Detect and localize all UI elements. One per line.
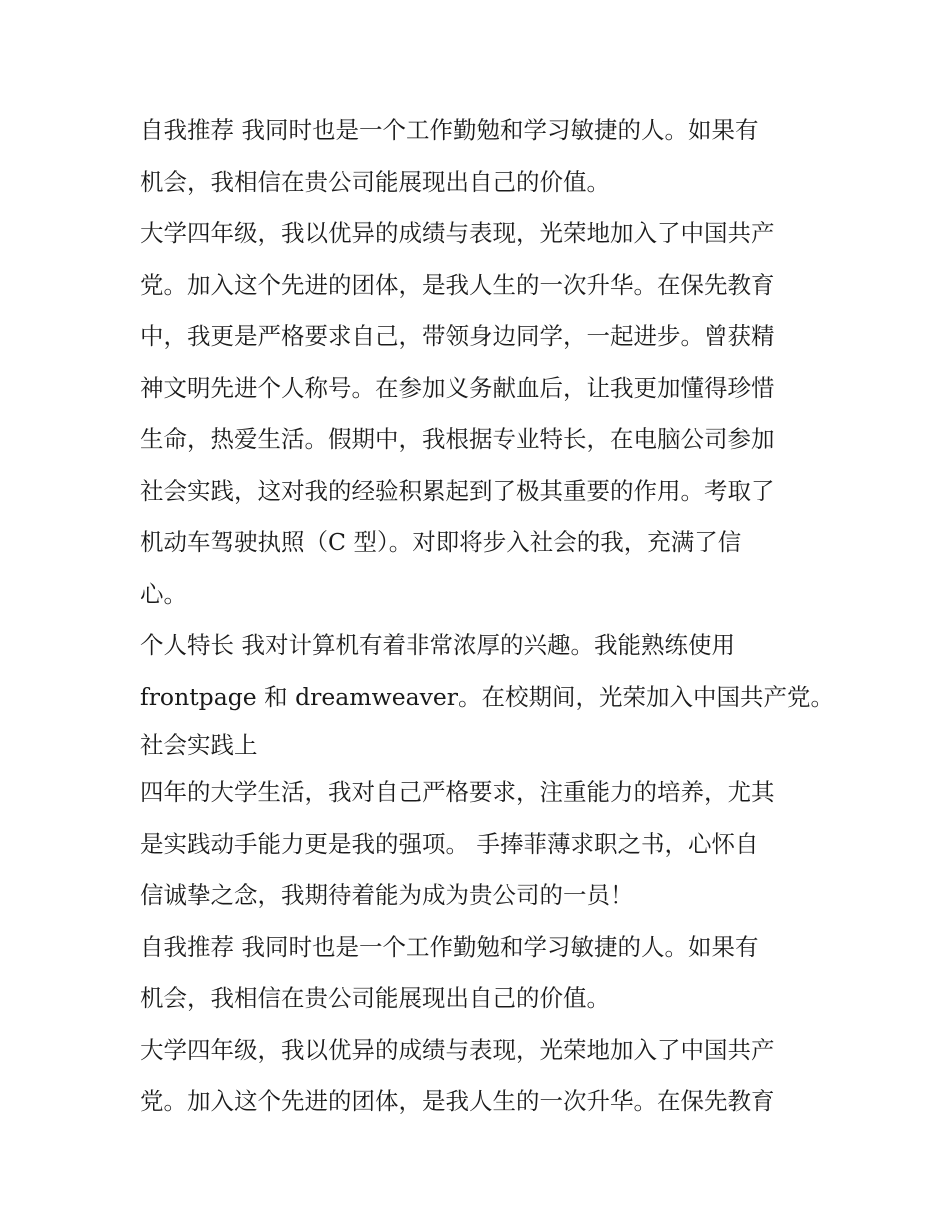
text-line: 四年的大学生活，我对自己严格要求，注重能力的培养，尤其	[140, 778, 775, 806]
text-line: 大学四年级，我以优异的成绩与表现，光荣地加入了中国共产	[140, 1035, 775, 1064]
text-line: frontpage 和 dreamweaver。在校期间，光荣加入中国共产党。	[140, 682, 835, 711]
text-line: 神文明先进个人称号。在参加义务献血后，让我更加懂得珍惜	[140, 373, 775, 402]
paragraph-personal-skills	[140, 620, 835, 767]
paragraph-senior-year-repeat	[140, 1025, 820, 1128]
text-line: 信诚挚之念，我期待着能为成为贵公司的一员！	[140, 881, 634, 909]
text-line: 机会，我相信在贵公司能展现出自己的价值。	[140, 167, 610, 196]
paragraph-college-life	[140, 767, 820, 922]
text-line: 是实践动手能力更是我的强项。 手捧菲薄求职之书，心怀自	[140, 829, 759, 858]
document-body	[140, 105, 835, 1128]
text-line: 党。加入这个先进的团体，是我人生的一次升华。在保先教育	[140, 270, 775, 299]
text-line: 中，我更是严格要求自己，带领身边同学，一起进步。曾获精	[140, 322, 775, 350]
text-line: 机动车驾驶执照（C 型）。对即将步入社会的我，充满了信	[140, 528, 742, 556]
text-line: 社会实践，这对我的经验积累起到了极其重要的作用。考取了	[140, 476, 775, 505]
text-line: 党。加入这个先进的团体，是我人生的一次升华。在保先教育	[140, 1087, 775, 1115]
text-line: 生命，热爱生活。假期中，我根据专业特长，在电脑公司参加	[140, 425, 775, 453]
text-line: 自我推荐 我同时也是一个工作勤勉和学习敏捷的人。如果有	[140, 932, 759, 961]
text-line: 心。	[140, 579, 187, 608]
text-line: 大学四年级，我以优异的成绩与表现，光荣地加入了中国共产	[140, 219, 775, 247]
text-line: 机会，我相信在贵公司能展现出自己的价值。	[140, 984, 610, 1012]
paragraph-self-recommendation-repeat	[140, 922, 820, 1025]
paragraph-senior-year	[140, 208, 820, 620]
text-line: 个人特长 我对计算机有着非常浓厚的兴趣。我能熟练使用	[140, 631, 735, 659]
paragraph-self-recommendation	[140, 105, 820, 208]
text-line: 社会实践上	[140, 731, 258, 759]
text-line: 自我推荐 我同时也是一个工作勤勉和学习敏捷的人。如果有	[140, 116, 759, 144]
